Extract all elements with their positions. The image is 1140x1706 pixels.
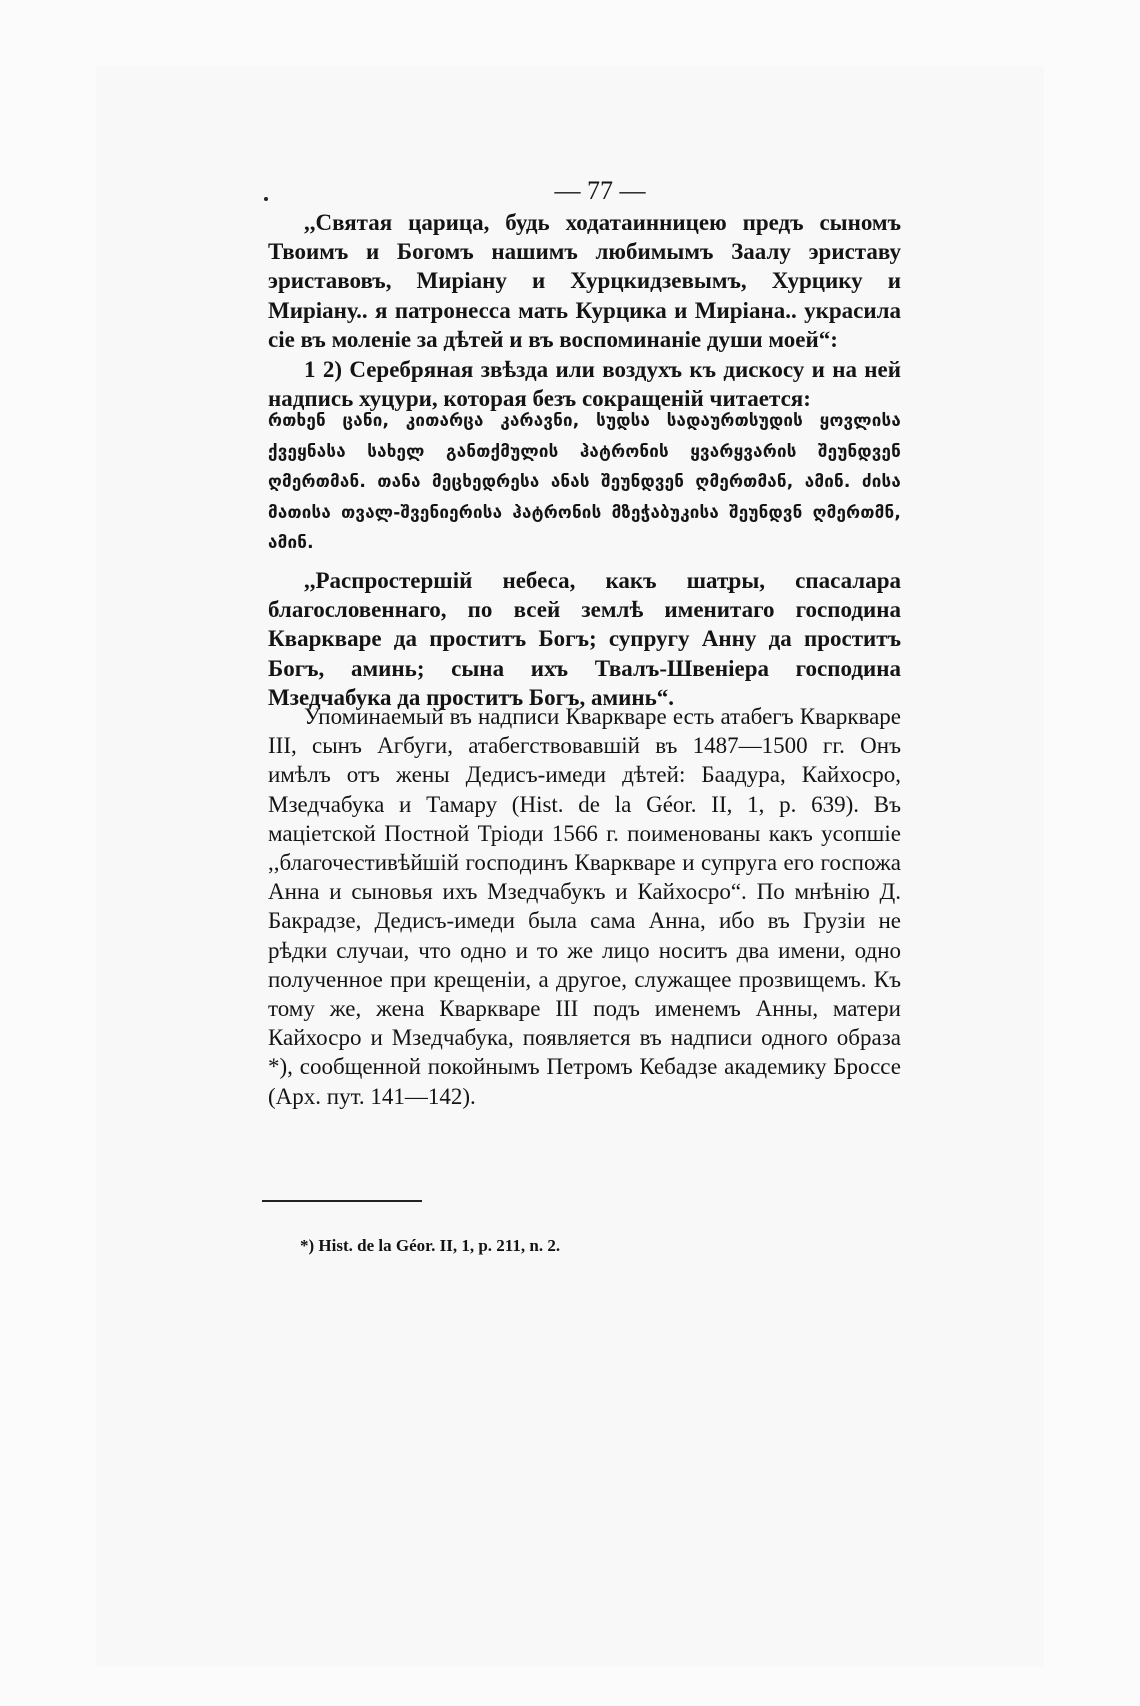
footnote-divider xyxy=(262,1200,422,1202)
speck-mark xyxy=(264,197,268,201)
georgian-inscription: რთხენ ცანი, კითარცა კარავნი, სუდსა სადაურთსუდის ყოვლისა ქვეყნასა სახელ განთქმულის ჰატრონის ყვარყვარის შეუნდვენ ღმერთმან. თანა მეცხედრესა ანას შეუნდვენ ღმერთმან, ამინ. ძისა მათისა თვალ-შვენიერისა ჰატრონის მზეჭაბუკისა შეუნდვნ ღმერთმნ, ამინ. xyxy=(268,411,901,553)
paragraph-translation: ,,Распростершiй небеса, какъ шатры, спасалара благословеннаго, по всей землѣ именитаго господина Кваркваре да проститъ Богъ; супругу Анну да проститъ Богъ, аминь; сына ихъ Твалъ-Швенiера господина Мзедчабука да проститъ Богъ, аминь“. xyxy=(268,568,901,710)
paragraph-item-12: 1 2) Серебряная звѣзда или воздухъ къ дискосу и на ней надпись хуцури, которая безъ сокращенiй читается: xyxy=(268,357,901,412)
paragraph-commentary: Упоминаемый въ надписи Кваркваре есть атабегъ Кваркваре III, сынъ Агбуги, атабегствовавшiй въ 1487—1500 гг. Онъ имѣлъ отъ жены Дедисъ-имеди дѣтей: Баадура, Кайхосро, Мзедчабука и Тамару (Hist. de la Géor. II, 1, p. 639). Въ мацiетской Постной Трiоди 1566 г. поименованы какъ усопшiе ,,благочестивѣйшiй господинъ Кваркваре и супруга его госпожа Анна и сыновья ихъ Мзедчабукъ и Кайхосро“. По мнѣнiю Д. Бакрадзе, Дедисъ-имеди была сама Анна, ибо въ Грузiи не рѣдки случаи, что одно и то же лицо носитъ два имени, одно полученное при крещенiи, а другое, служащее прозвищемъ. Къ тому же, жена Кваркваре III подъ именемъ Анны, матери Кайхосро и Мзедчабука, появляется въ надписи одного образа *), сообщенной покойнымъ Петромъ Кебадзе академику Броссе (Арх. пут. 141—142). xyxy=(268,704,901,1109)
paragraph-prayer-quote: ,,Святая царица, будь ходатаинницею предъ сыномъ Твоимъ и Богомъ нашимъ любимымъ Заалу эриставу эриставовъ, Мирiану и Хурцкидзевымъ, Хурцику и Мирiану.. я патронесса мать Курцика и Мирiана.. украсила сiе въ моленiе за дѣтей и въ воспоминанiе души моей“: xyxy=(268,210,901,352)
footnote: *) Hist. de la Géor. II, 1, p. 211, n. 2. xyxy=(300,1236,561,1255)
page-number: — 77 — xyxy=(554,176,646,205)
